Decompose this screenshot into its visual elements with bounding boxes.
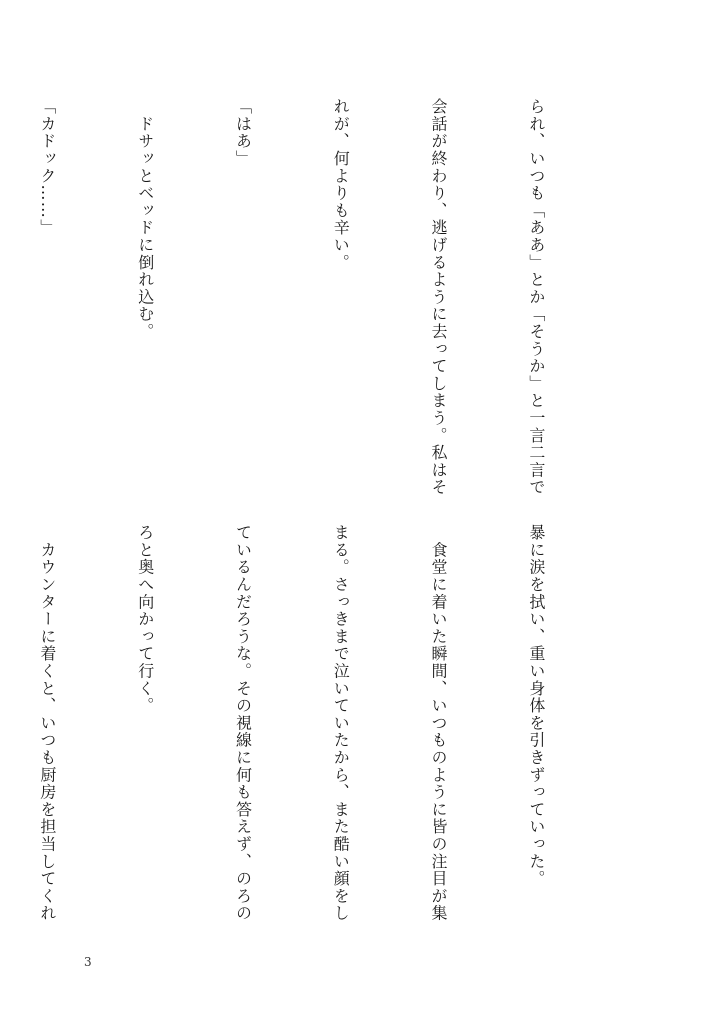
text-column: 食堂に着いた瞬間、いつものように皆の注目が集: [429, 524, 449, 922]
text-column: ているんだろうな。その視線に何も答えず、のろの: [233, 524, 253, 922]
text-column: られ、いつも「ああ」とか「そうか」と一言二言で: [526, 98, 546, 496]
text-column: カウンターに着くと、いつも厨房を担当してくれ: [37, 524, 57, 922]
text-column: 会話が終わり、逃げるように去ってしまう。私はそ: [429, 98, 449, 496]
text-column: ろと奥へ向かって行く。: [135, 524, 155, 715]
upper-text-block: [0, 98, 617, 508]
lower-text-block: [0, 524, 617, 934]
text-column: 「カドック……」: [37, 98, 57, 237]
page-number: 3: [84, 955, 92, 969]
text-column: まる。さっきまで泣いていたから、また酷い顔をし: [331, 524, 351, 922]
text-column: 暴に涙を拭い、重い身体を引きずっていった。: [526, 524, 546, 888]
text-column: ドサッとベッドに倒れ込む。: [135, 98, 155, 341]
text-column: 「はあ」: [233, 98, 253, 168]
text-column: れが、何よりも辛い。: [331, 98, 351, 271]
